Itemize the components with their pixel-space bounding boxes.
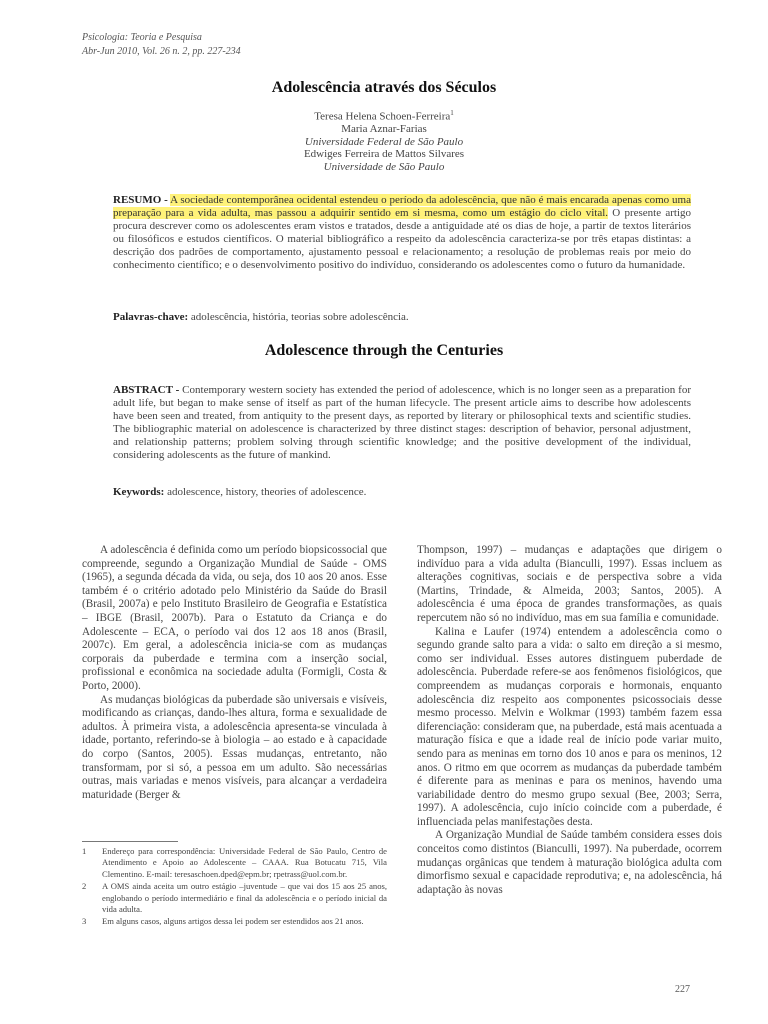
footnote-ref-1: 1 [450,109,454,117]
footnote-text: A OMS ainda aceita um outro estágio –juventude – que vai dos 15 aos 25 anos, englobando o período intermediário e final da adolescência e o período inicial da vida adulta. [102,881,387,915]
abstract-en [113,384,691,463]
author-3: Edwiges Ferreira de Mattos Silvares [303,148,465,161]
affiliation-2: Universidade de São Paulo [323,160,445,173]
footnote [82,881,387,915]
resumo-label: RESUMO - [113,194,168,206]
footnote-text: Endereço para correspondência: Universidade Federal de São Paulo, Centro de Atendimento e Apoio ao Adolescente – CAAA. Rua Botucatu 715, Vila Clementino. E-mail: teresaschoen.dped@epm.br; rpetrass@uol.com.br. [102,846,387,879]
footnote [82,846,387,880]
footnote-text: Em alguns casos, alguns artigos dessa lei podem ser estendidos aos 21 anos. [102,916,364,927]
paragraph: As mudanças biológicas da puberdade são universais e visíveis, modificando as crianças, dando-lhes altura, forma e sexualidade de adultos. À primeira vista, a adolescência apresenta-se vinculada à idade, portanto, referindo-se à biologia – ao estado e à capacidade do corpo (Santos, 2005). Essas mudanças, entretanto, não transformam, por si só, a pessoa em um adulto. São necessárias outras, mais variadas e menos visíveis, para alcançar a verdadeira maturidade (Berger & [82,693,387,801]
footnote-divider [82,841,178,842]
resumo-text: O presente artigo procura descrever como os adolescentes eram vistos e tratados, desde a antiguidade até os dias de hoje, a partir de textos literários ou filosóficos e estudos científicos. O material bibliográfico a respeito da adolescência caracteriza-se por três etapas distintas: a descrição dos padrões de comportamento, ajustamento pessoal e relacionamento; a resolução de problemas reais por meio do conhecimento científico; e o desenvolvimento positivo do indivíduo, considerando os adolescentes como o futuro da humanidade. [113,207,692,272]
body-column-right [417,544,722,897]
article-title-en: Adolescence through the Centuries [264,342,504,359]
paragraph: Thompson, 1997) – mudanças e adaptações que dirigem o indivíduo para a vida adulta (Bianculli, 1997). Essas incluem as alterações cognitivas, sociais e de perspectiva sobre a vida (Martins, Trindade, & Almeida, 2003; Santos, 2005). A adolescência é uma época de grandes transformações, as quais repercutem não só no indivíduo, mas em sua família e comunidade. [417,544,722,624]
journal-header [82,31,241,59]
paragraph: Kalina e Laufer (1974) entendem a adolescência como o segundo grande salto para a vida: o salto em direção a si mesmo, como ser individual. Esses autores distinguem puberdade de adolescência. Puberdade refere-se aos fenômenos fisiológicos, que compreendem as mudanças corporais e hormonais, enquanto adolescência diz respeito aos componentes psicossociais desse mesmo processo. Melvin e Wolkmar (1993) também fazem essa diferenciação: consideram que, na puberdade, está mais acentuada a maturação física e que a idade real de início pode variar muito, sendo para as meninas em torno dos 10 anos e para os meninos, 12 anos. O ritmo em que ocorrem as mudanças da puberdade também é diferente para as meninas e para os meninos, havendo uma variabilidade dentro do mesmo grupo sexual (Bee, 2003; Serra, 1997). A adolescência, cujo início coincide com a puberdade, é influenciada pelas manifestações desta. [417,625,722,828]
keywords-en-label: Keywords: [113,486,165,498]
author-1: Teresa Helena Schoen-Ferreira$^1$ [314,109,454,123]
authors-block [0,107,768,173]
abstract-label: ABSTRACT - [113,384,180,396]
keywords-pt [113,311,691,323]
keywords-pt-text: adolescência, história, teorias sobre adolescência. [190,311,409,323]
paragraph: A Organização Mundial de Saúde também considera esses dois conceitos como distintos (Bianculli, 1997). Na puberdade, ocorrem mudanças orgânicas que tendem à maturação biológica adulta com dimorfismo sexual e capacidade reprodutiva; e, na adolescência, há adaptação às novas [417,829,722,896]
affiliation-1: Universidade Federal de São Paulo [304,135,464,148]
footnote-number: 3 [82,916,87,927]
keywords-pt-label: Palavras-chave: [113,311,189,323]
highlighted-text[interactable]: A sociedade contemporânea ocidental estendeu o período da adolescência, que não é mais encarada apenas como uma preparação para a vida adulta, mas passou a adquirir sentido em si mesma, como um estágio do ciclo vital. [113,194,691,220]
paragraph: A adolescência é definida como um período biopsicossocial que compreende, segundo a Organização Mundial de Saúde - OMS (1965), a segunda década da vida, ou seja, dos 10 aos 20 anos. Esse também é o critério adotado pelo Ministério da Saúde do Brasil (Brasil, 2007a) e pelo Instituto Brasileiro de Geografia e Estatística – IBGE (Brasil, 2007b). Para o Estatuto da Criança e do Adolescente – ECA, o período vai dos 12 aos 18 anos (Brasil, 2007c). Em geral, a adolescência inicia-se com as mudanças corporais da puberdade e termina com a inserção social, profissional e econômica na sociedade adulta (Formigli, Costa & Porto, 2000). [82,544,387,692]
page-number: 227 [675,984,690,995]
author-2: Maria Aznar-Farias [341,123,427,136]
abstract-pt [113,194,691,273]
footnotes [82,846,387,929]
journal-name: Psicologia: Teoria e Pesquisa [82,32,202,43]
body-column-left [82,544,387,802]
keywords-en [113,486,691,498]
footnote-number: 1 [82,846,87,856]
keywords-en-text: adolescence, history, theories of adolescence. [167,486,367,498]
footnote-number: 2 [82,881,87,892]
footnote [82,916,387,927]
journal-issue: Abr-Jun 2010, Vol. 26 n. 2, pp. 227-234 [82,46,241,57]
article-title-pt: Adolescência através dos Séculos [271,79,497,96]
abstract-text: Contemporary western society has extended the period of adolescence, which is no longer seen as a preparation for adult life, but began to make sense of itself as part of the human lifecycle. The present article aims to describe how adolescents have been seen and treated, from antiquity to the present days, as reported by literary or philosophical texts and scientific studies. The bibliographic material on adolescence is characterized by three distinct stages: description of behavior, personal adjustment, and relationship patterns; problem solving through scientific knowledge; and the positive development of the individual, considering adolescents as the future of mankind. [113,384,692,462]
